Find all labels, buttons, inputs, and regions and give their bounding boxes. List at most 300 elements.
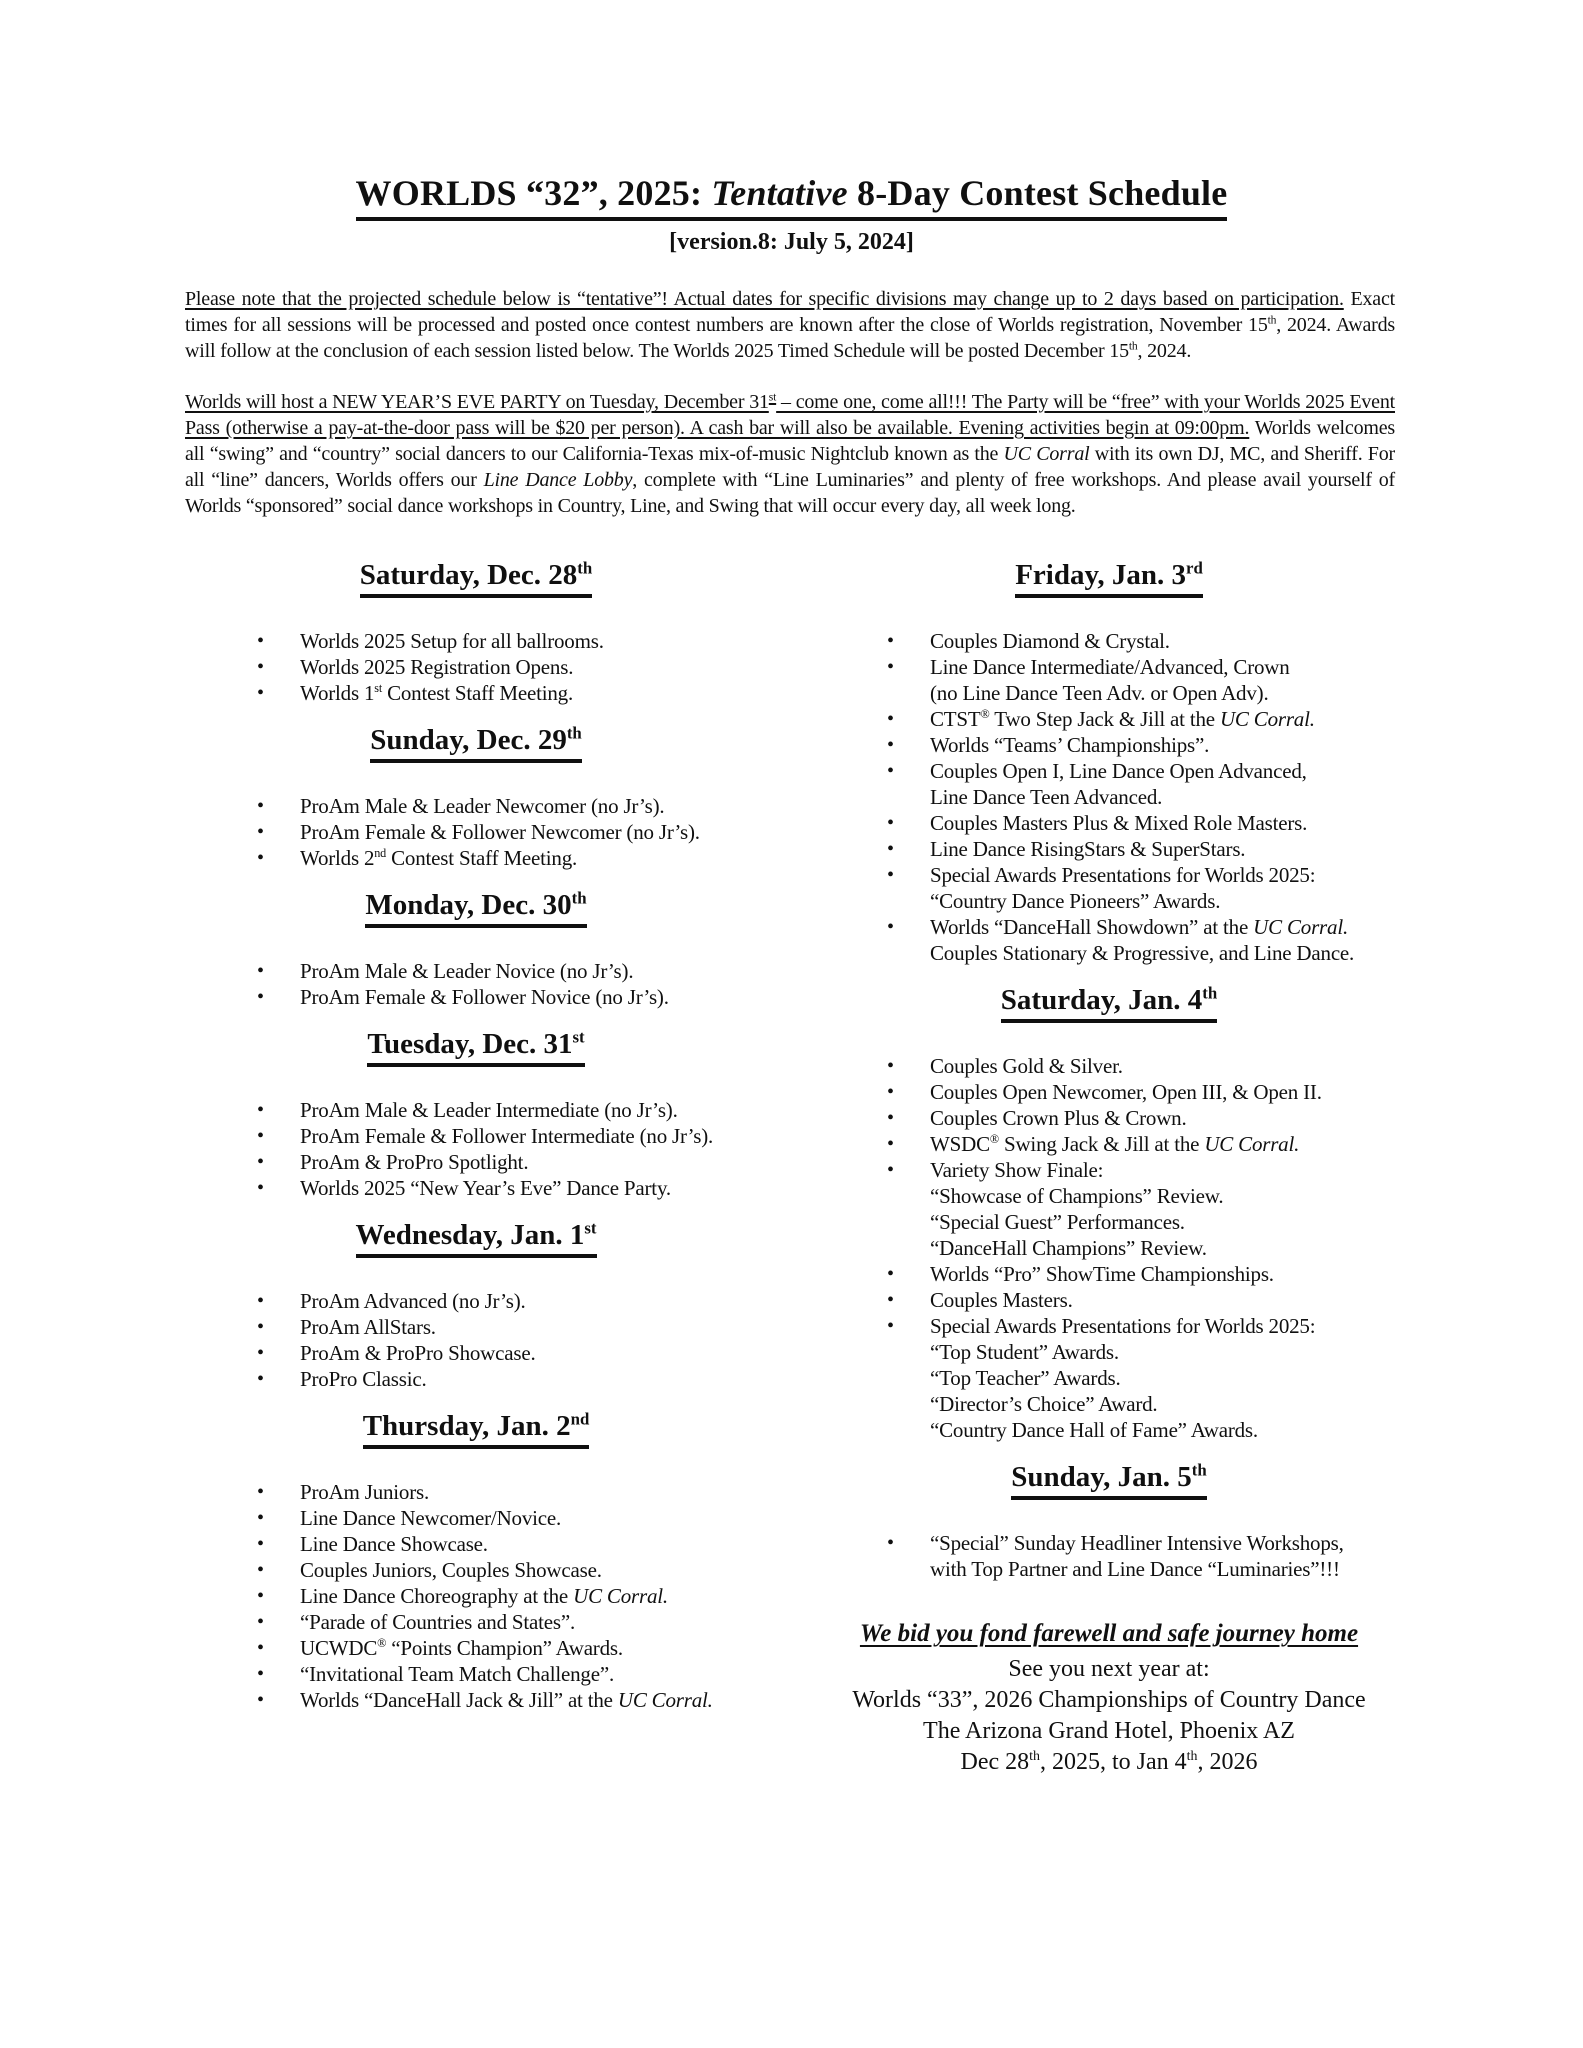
schedule-item-text bbox=[300, 846, 577, 870]
schedule-item-text bbox=[930, 1314, 1315, 1338]
schedule-item-text bbox=[930, 1418, 1258, 1442]
text-segment: Worlds 2025 Registration Opens. bbox=[300, 655, 574, 679]
schedule-item-text bbox=[300, 1506, 561, 1530]
text-segment: Please note that the projected schedule below is “tentative”! Actual dates for specific divisions may change up to 2 days based on participation. bbox=[185, 288, 1344, 310]
bullet-icon: • bbox=[257, 1663, 264, 1685]
bullet-icon: • bbox=[257, 1342, 264, 1364]
schedule-item bbox=[185, 680, 767, 706]
schedule-item-text bbox=[930, 941, 1354, 965]
closing-block bbox=[850, 1618, 1368, 1778]
bullet-icon: • bbox=[257, 1290, 264, 1312]
day-header-sunday-dec-29 bbox=[185, 724, 767, 763]
schedule-item bbox=[185, 628, 767, 654]
schedule-item bbox=[185, 1149, 767, 1175]
text-segment: st bbox=[572, 1027, 585, 1047]
text-segment: Contest Staff Meeting. bbox=[386, 846, 578, 870]
text-segment: CTST bbox=[930, 707, 981, 731]
bullet-icon: • bbox=[887, 1532, 894, 1554]
text-segment: Monday, Dec. 30 bbox=[365, 889, 572, 921]
schedule-item bbox=[850, 1313, 1368, 1339]
bullet-icon: • bbox=[887, 708, 894, 730]
schedule-item-text bbox=[930, 1366, 1121, 1390]
day-header-friday-jan-3 bbox=[850, 559, 1368, 598]
schedule-item-text bbox=[930, 759, 1307, 783]
schedule-item bbox=[185, 1531, 767, 1557]
bullet-icon: • bbox=[887, 1133, 894, 1155]
day-header-text bbox=[1001, 984, 1217, 1023]
text-segment: th bbox=[1029, 1749, 1040, 1764]
text-segment: ® bbox=[377, 1636, 387, 1650]
text-segment: ProAm & ProPro Showcase. bbox=[300, 1341, 536, 1365]
next-event-line: Worlds “33”, 2026 Championships of Country Dance bbox=[852, 1687, 1366, 1713]
bullet-icon: • bbox=[257, 1507, 264, 1529]
schedule-item-text bbox=[930, 1080, 1322, 1104]
text-segment: Saturday, Jan. 4 bbox=[1000, 984, 1203, 1016]
schedule-item bbox=[185, 1175, 767, 1201]
text-segment: rd bbox=[1186, 558, 1203, 578]
schedule-item-text bbox=[300, 655, 573, 679]
schedule-item bbox=[185, 1314, 767, 1340]
text-segment: ® bbox=[989, 1132, 999, 1146]
bullet-icon: • bbox=[257, 1611, 264, 1633]
day-section-sunday-dec-29 bbox=[185, 724, 767, 871]
schedule-item-continuation bbox=[850, 784, 1368, 810]
text-segment: Sunday, Dec. 29 bbox=[370, 724, 567, 756]
day-header-text bbox=[367, 1028, 584, 1067]
bullet-icon: • bbox=[257, 1559, 264, 1581]
schedule-item-text bbox=[300, 1662, 614, 1686]
text-segment: th bbox=[1128, 339, 1138, 353]
text-segment: UC Corral. bbox=[1219, 707, 1315, 731]
schedule-item bbox=[850, 1261, 1368, 1287]
text-segment: 8-Day Contest Schedule bbox=[847, 173, 1228, 213]
page-title-text bbox=[356, 172, 1228, 221]
text-segment: , 2025, to Jan 4 bbox=[1039, 1749, 1187, 1775]
schedule-item-text bbox=[930, 1557, 1340, 1581]
bullet-icon: • bbox=[257, 1585, 264, 1607]
schedule-item-continuation bbox=[850, 940, 1368, 966]
schedule-item bbox=[185, 1505, 767, 1531]
schedule-item-text bbox=[300, 1315, 436, 1339]
schedule-item-text bbox=[300, 681, 573, 705]
schedule-item-continuation bbox=[850, 1391, 1368, 1417]
text-segment: th bbox=[1202, 983, 1218, 1003]
text-segment: Worlds “DanceHall Jack & Jill” at the bbox=[300, 1688, 618, 1712]
text-segment: Line Dance Choreography at the bbox=[300, 1584, 574, 1608]
text-segment: (no Line Dance Teen Adv. or Open Adv). bbox=[930, 681, 1269, 705]
schedule-item bbox=[850, 1053, 1368, 1079]
text-segment: – come one, come all!!! The Party will be “free” with your Worlds 2025 Event Pass (otherwise a pay-at-the-door pass will be $20 per person). A cash bar will also be available. Evening activities begin at 09:00pm. bbox=[185, 391, 1395, 439]
schedule-item bbox=[185, 1288, 767, 1314]
bullet-icon: • bbox=[887, 1289, 894, 1311]
bullet-icon: • bbox=[257, 1481, 264, 1503]
bullet-icon: • bbox=[887, 656, 894, 678]
schedule-item bbox=[185, 958, 767, 984]
bullet-icon: • bbox=[257, 821, 264, 843]
schedule-item bbox=[850, 1079, 1368, 1105]
schedule-item bbox=[850, 914, 1368, 940]
schedule-item-text bbox=[300, 1176, 671, 1200]
text-segment: Couples Diamond & Crystal. bbox=[930, 629, 1170, 653]
text-segment: nd bbox=[570, 1409, 590, 1429]
text-segment: Worlds welcomes all “swing” and “country” social dancers to our California-Texas mix-of-music Nightclub known as the bbox=[185, 417, 1396, 465]
text-segment: ProPro Classic. bbox=[300, 1367, 427, 1391]
text-segment: Couples Masters Plus & Mixed Role Masters. bbox=[930, 811, 1308, 835]
day-header-text bbox=[360, 559, 592, 598]
day-section-monday-dec-30 bbox=[185, 889, 767, 1010]
text-segment: th bbox=[1191, 1460, 1207, 1480]
schedule-columns bbox=[0, 559, 1583, 1778]
schedule-item-text bbox=[300, 794, 664, 818]
schedule-item-text bbox=[930, 1531, 1344, 1555]
text-segment: UC Corral. bbox=[573, 1584, 668, 1608]
right-sections-container bbox=[850, 559, 1368, 1582]
schedule-item-text bbox=[930, 837, 1245, 861]
text-segment: Line Dance RisingStars & SuperStars. bbox=[930, 837, 1246, 861]
next-event-dates bbox=[850, 1747, 1368, 1778]
schedule-item-text bbox=[930, 1106, 1187, 1130]
text-segment: Friday, Jan. 3 bbox=[1015, 559, 1186, 591]
schedule-item-text bbox=[300, 1367, 427, 1391]
schedule-item-text bbox=[300, 1558, 602, 1582]
text-segment: Couples Gold & Silver. bbox=[930, 1054, 1123, 1078]
day-header-text bbox=[356, 1219, 597, 1258]
text-segment: “Country Dance Hall of Fame” Awards. bbox=[930, 1418, 1258, 1442]
schedule-item-text bbox=[300, 1341, 536, 1365]
schedule-item-text bbox=[300, 1636, 623, 1660]
text-segment: Variety Show Finale: bbox=[930, 1158, 1104, 1182]
text-segment: with Top Partner and Line Dance “Luminaries”!!! bbox=[930, 1557, 1340, 1581]
schedule-item bbox=[850, 758, 1368, 784]
text-segment: “Special” Sunday Headliner Intensive Workshops, bbox=[930, 1531, 1344, 1555]
schedule-item bbox=[850, 1105, 1368, 1131]
bullet-icon: • bbox=[257, 1637, 264, 1659]
schedule-item bbox=[185, 845, 767, 871]
day-section-saturday-jan-4 bbox=[850, 984, 1368, 1443]
text-segment: Worlds 1 bbox=[300, 681, 375, 705]
schedule-item-text bbox=[930, 811, 1307, 835]
bullet-icon: • bbox=[257, 1316, 264, 1338]
schedule-item-text bbox=[930, 1184, 1223, 1208]
text-segment: Worlds will host a NEW YEAR’S EVE PARTY on Tuesday, December 31 bbox=[185, 391, 769, 413]
text-segment: , 2026 bbox=[1197, 1749, 1258, 1775]
text-segment: Tuesday, Dec. 31 bbox=[367, 1028, 573, 1060]
schedule-item-text bbox=[300, 1289, 526, 1313]
schedule-item-text bbox=[300, 1150, 528, 1174]
schedule-column-right bbox=[850, 559, 1368, 1778]
schedule-item-text bbox=[300, 1098, 678, 1122]
text-segment: Special Awards Presentations for Worlds 2025: bbox=[930, 863, 1316, 887]
text-segment: th bbox=[566, 723, 582, 743]
text-segment: th bbox=[571, 888, 587, 908]
day-header-thursday-jan-2 bbox=[185, 1410, 767, 1449]
text-segment: UC Corral bbox=[1003, 443, 1090, 465]
text-segment: Couples Masters. bbox=[930, 1288, 1073, 1312]
schedule-item-continuation bbox=[850, 1417, 1368, 1443]
text-segment: “Top Student” Awards. bbox=[930, 1340, 1119, 1364]
schedule-item-text bbox=[300, 1480, 429, 1504]
schedule-item-text bbox=[930, 1392, 1157, 1416]
text-segment: ProAm & ProPro Spotlight. bbox=[300, 1150, 529, 1174]
day-header-text bbox=[365, 889, 586, 928]
text-segment: “Director’s Choice” Award. bbox=[930, 1392, 1158, 1416]
text-segment: UC Corral. bbox=[1204, 1132, 1300, 1156]
schedule-item-continuation bbox=[850, 1183, 1368, 1209]
text-segment: Couples Stationary & Progressive, and Line Dance. bbox=[930, 941, 1355, 965]
schedule-item bbox=[850, 628, 1368, 654]
text-segment: th bbox=[577, 558, 593, 578]
schedule-column-left bbox=[185, 559, 767, 1731]
schedule-item-text bbox=[930, 1236, 1207, 1260]
bullet-icon: • bbox=[257, 682, 264, 704]
schedule-item bbox=[185, 1635, 767, 1661]
text-segment: “Top Teacher” Awards. bbox=[930, 1366, 1121, 1390]
text-segment: “Points Champion” Awards. bbox=[386, 1636, 623, 1660]
text-segment: Contest Staff Meeting. bbox=[382, 681, 574, 705]
text-segment: Tentative bbox=[711, 173, 848, 213]
bullet-icon: • bbox=[257, 1533, 264, 1555]
bullet-icon: • bbox=[257, 1099, 264, 1121]
venue-line: The Arizona Grand Hotel, Phoenix AZ bbox=[923, 1718, 1295, 1744]
schedule-item-text bbox=[300, 820, 700, 844]
schedule-item-continuation bbox=[850, 1365, 1368, 1391]
schedule-item-text bbox=[930, 915, 1348, 939]
bullet-icon: • bbox=[887, 1081, 894, 1103]
text-segment: with its own DJ, MC, and Sheriff. For all “line” dancers, Worlds offers our bbox=[185, 443, 1395, 491]
text-segment: “Country Dance Pioneers” Awards. bbox=[930, 889, 1221, 913]
text-segment: Worlds 2 bbox=[300, 846, 375, 870]
schedule-item-text bbox=[930, 681, 1269, 705]
schedule-item bbox=[185, 1609, 767, 1635]
text-segment: Worlds 2025 Setup for all ballrooms. bbox=[300, 629, 604, 653]
text-segment: Dec 28 bbox=[960, 1749, 1030, 1775]
intro-paragraph-tentative bbox=[185, 286, 1395, 364]
bullet-icon: • bbox=[257, 986, 264, 1008]
bullet-icon: • bbox=[257, 630, 264, 652]
schedule-item-text bbox=[930, 1288, 1073, 1312]
day-header-wednesday-jan-1 bbox=[185, 1219, 767, 1258]
text-segment: Worlds “DanceHall Showdown” at the bbox=[930, 915, 1254, 939]
text-segment: , complete with “Line Luminaries” and plenty of free workshops. And please avail yourself of Worlds “sponsored” social dance workshops in Country, Line, and Swing that will occur every day, all week long. bbox=[185, 469, 1396, 517]
schedule-item-text bbox=[930, 707, 1315, 731]
text-segment: Line Dance Newcomer/Novice. bbox=[300, 1506, 562, 1530]
day-header-sunday-jan-5 bbox=[850, 1461, 1368, 1500]
bullet-icon: • bbox=[887, 734, 894, 756]
schedule-item bbox=[850, 862, 1368, 888]
text-segment: Couples Crown Plus & Crown. bbox=[930, 1106, 1187, 1130]
schedule-item bbox=[850, 1131, 1368, 1157]
schedule-item-text bbox=[930, 629, 1170, 653]
schedule-item-continuation bbox=[850, 680, 1368, 706]
bullet-icon: • bbox=[257, 847, 264, 869]
schedule-item bbox=[850, 706, 1368, 732]
bullet-icon: • bbox=[887, 838, 894, 860]
schedule-item-text bbox=[930, 863, 1315, 887]
text-segment: ProAm Male & Leader Newcomer (no Jr’s). bbox=[300, 794, 665, 818]
text-segment: Line Dance Lobby bbox=[483, 469, 633, 491]
text-segment: “DanceHall Champions” Review. bbox=[930, 1236, 1207, 1260]
text-segment: ProAm Female & Follower Newcomer (no Jr’s). bbox=[300, 820, 700, 844]
text-segment: ProAm Female & Follower Intermediate (no Jr’s). bbox=[300, 1124, 714, 1148]
bullet-icon: • bbox=[887, 1107, 894, 1129]
schedule-item bbox=[850, 1530, 1368, 1556]
text-segment: st bbox=[768, 390, 777, 404]
bullet-icon: • bbox=[887, 812, 894, 834]
text-segment: Line Dance Showcase. bbox=[300, 1532, 488, 1556]
schedule-item-text bbox=[930, 655, 1290, 679]
text-segment: “Parade of Countries and States”. bbox=[300, 1610, 576, 1634]
schedule-item-text bbox=[300, 985, 669, 1009]
text-segment: ® bbox=[980, 707, 990, 721]
text-segment: WSDC bbox=[930, 1132, 990, 1156]
schedule-item-text bbox=[300, 629, 604, 653]
schedule-item-text bbox=[300, 1532, 488, 1556]
day-section-thursday-jan-2 bbox=[185, 1410, 767, 1713]
schedule-item-text bbox=[300, 959, 633, 983]
schedule-item-continuation bbox=[850, 1235, 1368, 1261]
schedule-item bbox=[185, 984, 767, 1010]
schedule-item bbox=[185, 1097, 767, 1123]
text-segment: Special Awards Presentations for Worlds 2025: bbox=[930, 1314, 1316, 1338]
bullet-icon: • bbox=[257, 656, 264, 678]
schedule-item-text bbox=[300, 1124, 713, 1148]
bullet-icon: • bbox=[257, 795, 264, 817]
schedule-item bbox=[850, 654, 1368, 680]
schedule-item-text bbox=[930, 733, 1209, 757]
text-segment: Worlds “Pro” ShowTime Championships. bbox=[930, 1262, 1274, 1286]
day-section-tuesday-dec-31 bbox=[185, 1028, 767, 1201]
schedule-item bbox=[185, 1687, 767, 1713]
day-header-saturday-dec-28 bbox=[185, 559, 767, 598]
text-segment: “Invitational Team Match Challenge”. bbox=[300, 1662, 614, 1686]
text-segment: Sunday, Jan. 5 bbox=[1011, 1461, 1192, 1493]
day-section-friday-jan-3 bbox=[850, 559, 1368, 966]
text-segment: Worlds 2025 “New Year’s Eve” Dance Party. bbox=[300, 1176, 671, 1200]
schedule-item-text bbox=[930, 1262, 1274, 1286]
text-segment: th bbox=[1186, 1749, 1198, 1764]
text-segment: “Showcase of Champions” Review. bbox=[930, 1184, 1224, 1208]
page-title bbox=[0, 172, 1583, 221]
text-segment: , 2024. bbox=[1137, 340, 1192, 362]
intro-paragraph-nye-party bbox=[185, 389, 1395, 519]
day-header-saturday-jan-4 bbox=[850, 984, 1368, 1023]
schedule-item-text bbox=[300, 1610, 575, 1634]
schedule-item-continuation bbox=[850, 1339, 1368, 1365]
day-header-text bbox=[363, 1410, 590, 1449]
text-segment: Couples Juniors, Couples Showcase. bbox=[300, 1558, 602, 1582]
bullet-icon: • bbox=[887, 1263, 894, 1285]
text-segment: Worlds “Teams’ Championships”. bbox=[930, 733, 1210, 757]
bullet-icon: • bbox=[887, 864, 894, 886]
bullet-icon: • bbox=[887, 1055, 894, 1077]
schedule-item-continuation bbox=[850, 1209, 1368, 1235]
schedule-item bbox=[185, 1557, 767, 1583]
text-segment: Couples Open Newcomer, Open III, & Open II. bbox=[930, 1080, 1322, 1104]
schedule-item bbox=[850, 1157, 1368, 1183]
schedule-item-text bbox=[930, 785, 1162, 809]
text-segment: ProAm Male & Leader Intermediate (no Jr’s). bbox=[300, 1098, 678, 1122]
text-segment: UC Corral. bbox=[1253, 915, 1348, 939]
day-header-text bbox=[370, 724, 582, 763]
text-segment: nd bbox=[374, 846, 387, 860]
schedule-item-text bbox=[930, 1158, 1103, 1182]
bullet-icon: • bbox=[887, 1315, 894, 1337]
text-segment: Two Step Jack & Jill at the bbox=[989, 707, 1220, 731]
text-segment: Swing Jack & Jill at the bbox=[998, 1132, 1205, 1156]
schedule-item-text bbox=[930, 889, 1220, 913]
schedule-item bbox=[185, 1583, 767, 1609]
text-segment: ProAm Advanced (no Jr’s). bbox=[300, 1289, 526, 1313]
schedule-item bbox=[850, 1287, 1368, 1313]
text-segment: Thursday, Jan. 2 bbox=[362, 1410, 571, 1442]
schedule-item-continuation bbox=[850, 1556, 1368, 1582]
farewell-line: We bid you fond farewell and safe journey home bbox=[859, 1620, 1359, 1647]
schedule-item bbox=[185, 1366, 767, 1392]
text-segment: UC Corral. bbox=[617, 1688, 713, 1712]
schedule-item bbox=[185, 1123, 767, 1149]
text-segment: ProAm Juniors. bbox=[300, 1480, 430, 1504]
bullet-icon: • bbox=[887, 916, 894, 938]
schedule-item bbox=[185, 1479, 767, 1505]
text-segment: Wednesday, Jan. 1 bbox=[355, 1219, 585, 1251]
text-segment: st bbox=[374, 681, 383, 695]
doc-header bbox=[0, 0, 1583, 256]
schedule-item bbox=[850, 810, 1368, 836]
text-segment: WORLDS “32”, 2025: bbox=[355, 173, 712, 213]
schedule-item bbox=[185, 1340, 767, 1366]
schedule-item-text bbox=[300, 1688, 713, 1712]
day-header-monday-dec-30 bbox=[185, 889, 767, 928]
day-header-text bbox=[1011, 1461, 1207, 1500]
schedule-item-text bbox=[930, 1210, 1185, 1234]
text-segment: “Special Guest” Performances. bbox=[930, 1210, 1185, 1234]
day-section-sunday-jan-5 bbox=[850, 1461, 1368, 1582]
see-you-line: See you next year at: bbox=[1008, 1656, 1210, 1682]
bullet-icon: • bbox=[257, 1177, 264, 1199]
schedule-item bbox=[185, 793, 767, 819]
schedule-item-text bbox=[930, 1340, 1119, 1364]
text-segment: ProAm AllStars. bbox=[300, 1315, 436, 1339]
schedule-item bbox=[185, 819, 767, 845]
bullet-icon: • bbox=[257, 1368, 264, 1390]
day-header-tuesday-dec-31 bbox=[185, 1028, 767, 1067]
day-header-text bbox=[1015, 559, 1203, 598]
text-segment: Couples Open I, Line Dance Open Advanced, bbox=[930, 759, 1307, 783]
text-segment: Line Dance Teen Advanced. bbox=[930, 785, 1163, 809]
bullet-icon: • bbox=[257, 960, 264, 982]
schedule-item bbox=[850, 836, 1368, 862]
text-segment: Exact times for all sessions will be processed and posted once contest numbers are known after the close of Worlds registration, November 15 bbox=[185, 288, 1395, 336]
schedule-item-text bbox=[300, 1584, 668, 1608]
bullet-icon: • bbox=[887, 630, 894, 652]
schedule-item-text bbox=[930, 1132, 1299, 1156]
text-segment: , 2024. Awards will follow at the conclusion of each session listed below. The Worlds 2025 Timed Schedule will be posted December 15 bbox=[185, 314, 1396, 362]
day-section-saturday-dec-28 bbox=[185, 559, 767, 706]
schedule-item bbox=[185, 654, 767, 680]
day-section-wednesday-jan-1 bbox=[185, 1219, 767, 1392]
version-subtitle: [version.8: July 5, 2024] bbox=[669, 229, 914, 255]
text-segment: st bbox=[584, 1218, 597, 1238]
schedule-item bbox=[850, 732, 1368, 758]
text-segment: Line Dance Intermediate/Advanced, Crown bbox=[930, 655, 1290, 679]
schedule-item-continuation bbox=[850, 888, 1368, 914]
bullet-icon: • bbox=[257, 1125, 264, 1147]
text-segment: ProAm Male & Leader Novice (no Jr’s). bbox=[300, 959, 634, 983]
text-segment: UCWDC bbox=[300, 1636, 378, 1660]
bullet-icon: • bbox=[257, 1151, 264, 1173]
bullet-icon: • bbox=[257, 1689, 264, 1711]
text-segment: ProAm Female & Follower Novice (no Jr’s). bbox=[300, 985, 669, 1009]
